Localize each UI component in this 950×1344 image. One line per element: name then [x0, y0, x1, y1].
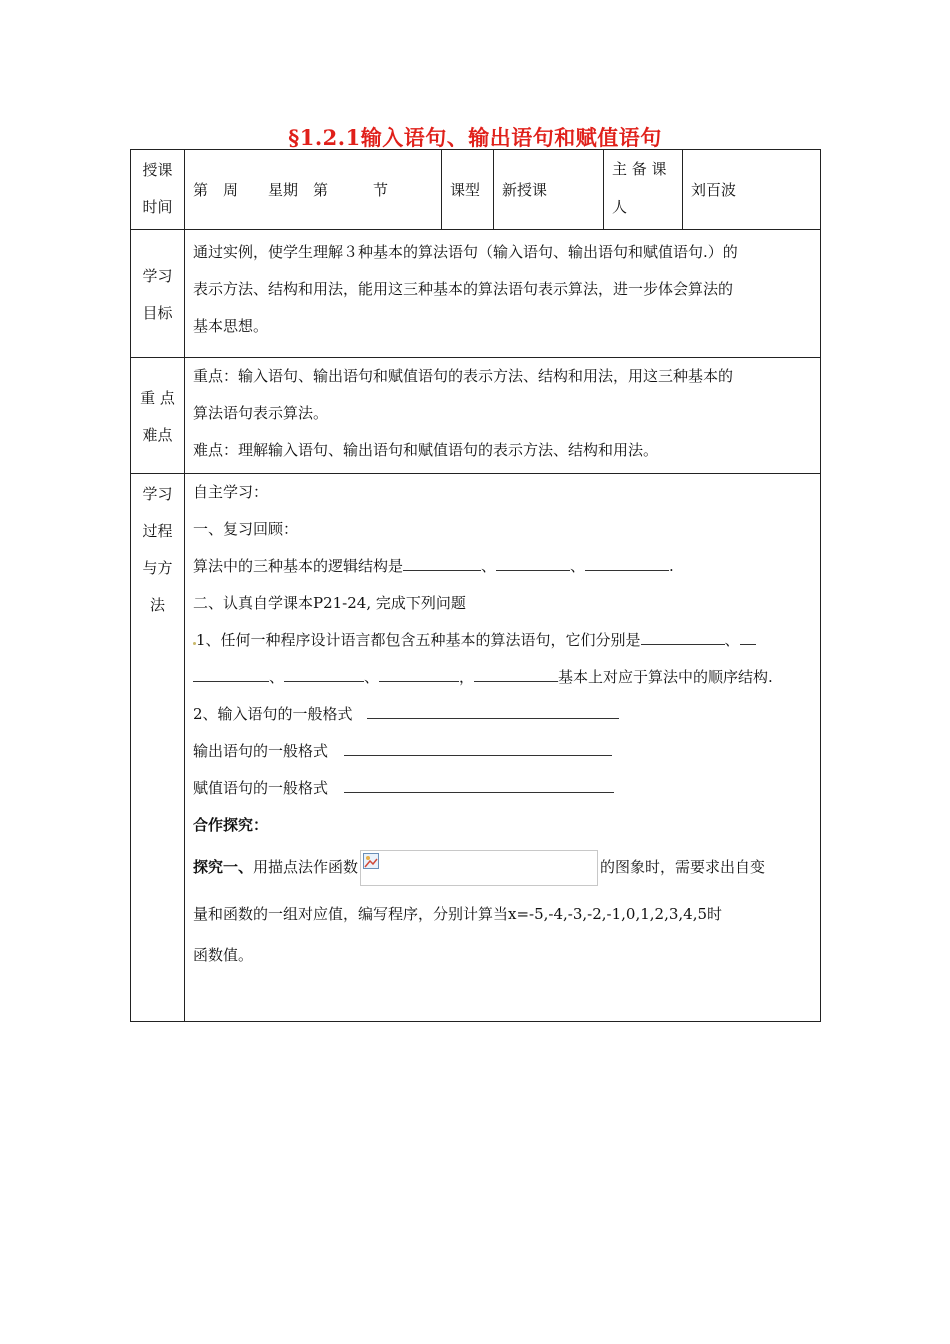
formula-image-placeholder	[360, 850, 598, 886]
explore-text: 用描点法作函数	[253, 858, 359, 876]
review-question-text: 算法中的三种基本的逻辑结构是	[193, 557, 404, 575]
process-label-line1: 学习	[142, 485, 173, 503]
type-value: 新授课	[502, 180, 548, 199]
time-label-line2: 时间	[142, 198, 173, 216]
goals-label-line2: 目标	[142, 303, 173, 322]
preparer-label-line1: 主 备 课	[612, 160, 667, 178]
period: .	[669, 557, 674, 575]
separator: 、	[269, 668, 285, 686]
explore-text-cont: 的图象时，需要求出自变	[600, 858, 766, 876]
goals-line: 通过实例，使学生理解３种基本的算法语句（输入语句、输出语句和赋值语句.）的	[193, 243, 738, 261]
preparer-value-cell	[683, 150, 821, 230]
lesson-plan-table	[130, 149, 821, 1022]
separator: 、	[364, 668, 380, 686]
key-points-label-line2: 难点	[142, 425, 173, 444]
preparer-label-cell	[604, 150, 683, 230]
process-label-line2: 过程	[142, 522, 173, 540]
answer-blank[interactable]	[585, 554, 669, 571]
answer-blank[interactable]	[367, 702, 619, 719]
goals-content	[185, 230, 821, 358]
time-label	[131, 150, 185, 230]
q1-text: 1、任何一种程序设计语言都包含五种基本的算法语句，它们分别是	[196, 631, 641, 649]
type-label: 课型	[450, 180, 481, 199]
goals-row	[131, 230, 821, 358]
preparer-value: 刘百波	[691, 180, 737, 199]
process-content	[185, 474, 821, 1022]
key-points-label-line1: 重 点	[140, 388, 175, 407]
q2-assign-text: 赋值语句的一般格式	[193, 779, 329, 797]
separator: 、	[724, 631, 740, 649]
explore-line-2: 量和函数的一组对应值，编写程序，分别计算当x=-5,-4,-3,-2,-1,0,1,2,3,4,5时	[193, 905, 723, 923]
process-label-line3: 与方	[142, 559, 173, 577]
explore-line-3: 函数值。	[193, 946, 254, 964]
textbook-heading: 二、认真自学课本P21-24, 完成下列问题	[193, 594, 466, 612]
self-study-heading: 自主学习：	[193, 483, 269, 501]
process-row	[131, 474, 821, 1022]
goals-label-line1: 学习	[142, 266, 173, 285]
q2-input-text: 2、输入语句的一般格式	[193, 705, 353, 723]
answer-blank[interactable]	[403, 554, 481, 571]
key-points-content	[185, 358, 821, 474]
answer-blank[interactable]	[379, 665, 459, 682]
preparer-label-line2: 人	[612, 198, 628, 216]
key-points-label	[131, 358, 185, 474]
header-row	[131, 150, 821, 230]
answer-blank[interactable]	[344, 739, 612, 756]
key-points-row	[131, 358, 821, 474]
separator: ，	[459, 668, 475, 686]
explore-line-1	[193, 844, 812, 890]
time-label-line1: 授课	[142, 161, 173, 179]
page-title: §1.2.1输入语句、输出语句和赋值语句	[288, 125, 662, 150]
key-points-line: 算法语句表示算法。	[193, 404, 329, 422]
explore-label: 探究一、	[193, 858, 254, 876]
type-value-cell	[494, 150, 604, 230]
process-label-line4: 法	[149, 596, 165, 614]
process-label	[131, 474, 185, 1022]
answer-blank[interactable]	[641, 628, 725, 645]
goals-line: 基本思想。	[193, 317, 269, 335]
answer-blank[interactable]	[344, 776, 614, 793]
answer-blank[interactable]	[284, 665, 364, 682]
goals-label	[131, 230, 185, 358]
broken-image-icon	[363, 853, 379, 869]
q2-assign-line	[193, 770, 812, 807]
key-points-line: 难点：理解输入语句、输出语句和赋值语句的表示方法、结构和用法。	[193, 441, 659, 459]
review-question	[193, 548, 812, 585]
q2-output-line	[193, 733, 812, 770]
answer-blank[interactable]	[740, 628, 756, 645]
separator: 、	[481, 557, 497, 575]
coop-heading: 合作探究：	[193, 816, 269, 834]
review-heading: 一、复习回顾：	[193, 520, 299, 538]
answer-blank[interactable]	[193, 665, 269, 682]
q1-line-2	[193, 659, 812, 696]
q2-input-line	[193, 696, 812, 733]
type-label-cell	[442, 150, 494, 230]
time-value-cell	[185, 150, 442, 230]
answer-blank[interactable]	[496, 554, 570, 571]
time-value: 第 周 星期 第 节	[193, 180, 389, 199]
key-points-line: 重点：输入语句、输出语句和赋值语句的表示方法、结构和用法，用这三种基本的	[193, 367, 734, 385]
separator: 、	[570, 557, 586, 575]
q1-end-text: 基本上对应于算法中的顺序结构.	[558, 668, 773, 686]
goals-line: 表示方法、结构和用法，能用这三种基本的算法语句表示算法，进一步体会算法的	[193, 280, 734, 298]
q2-output-text: 输出语句的一般格式	[193, 742, 329, 760]
answer-blank[interactable]	[474, 665, 558, 682]
q1-line	[193, 622, 812, 659]
